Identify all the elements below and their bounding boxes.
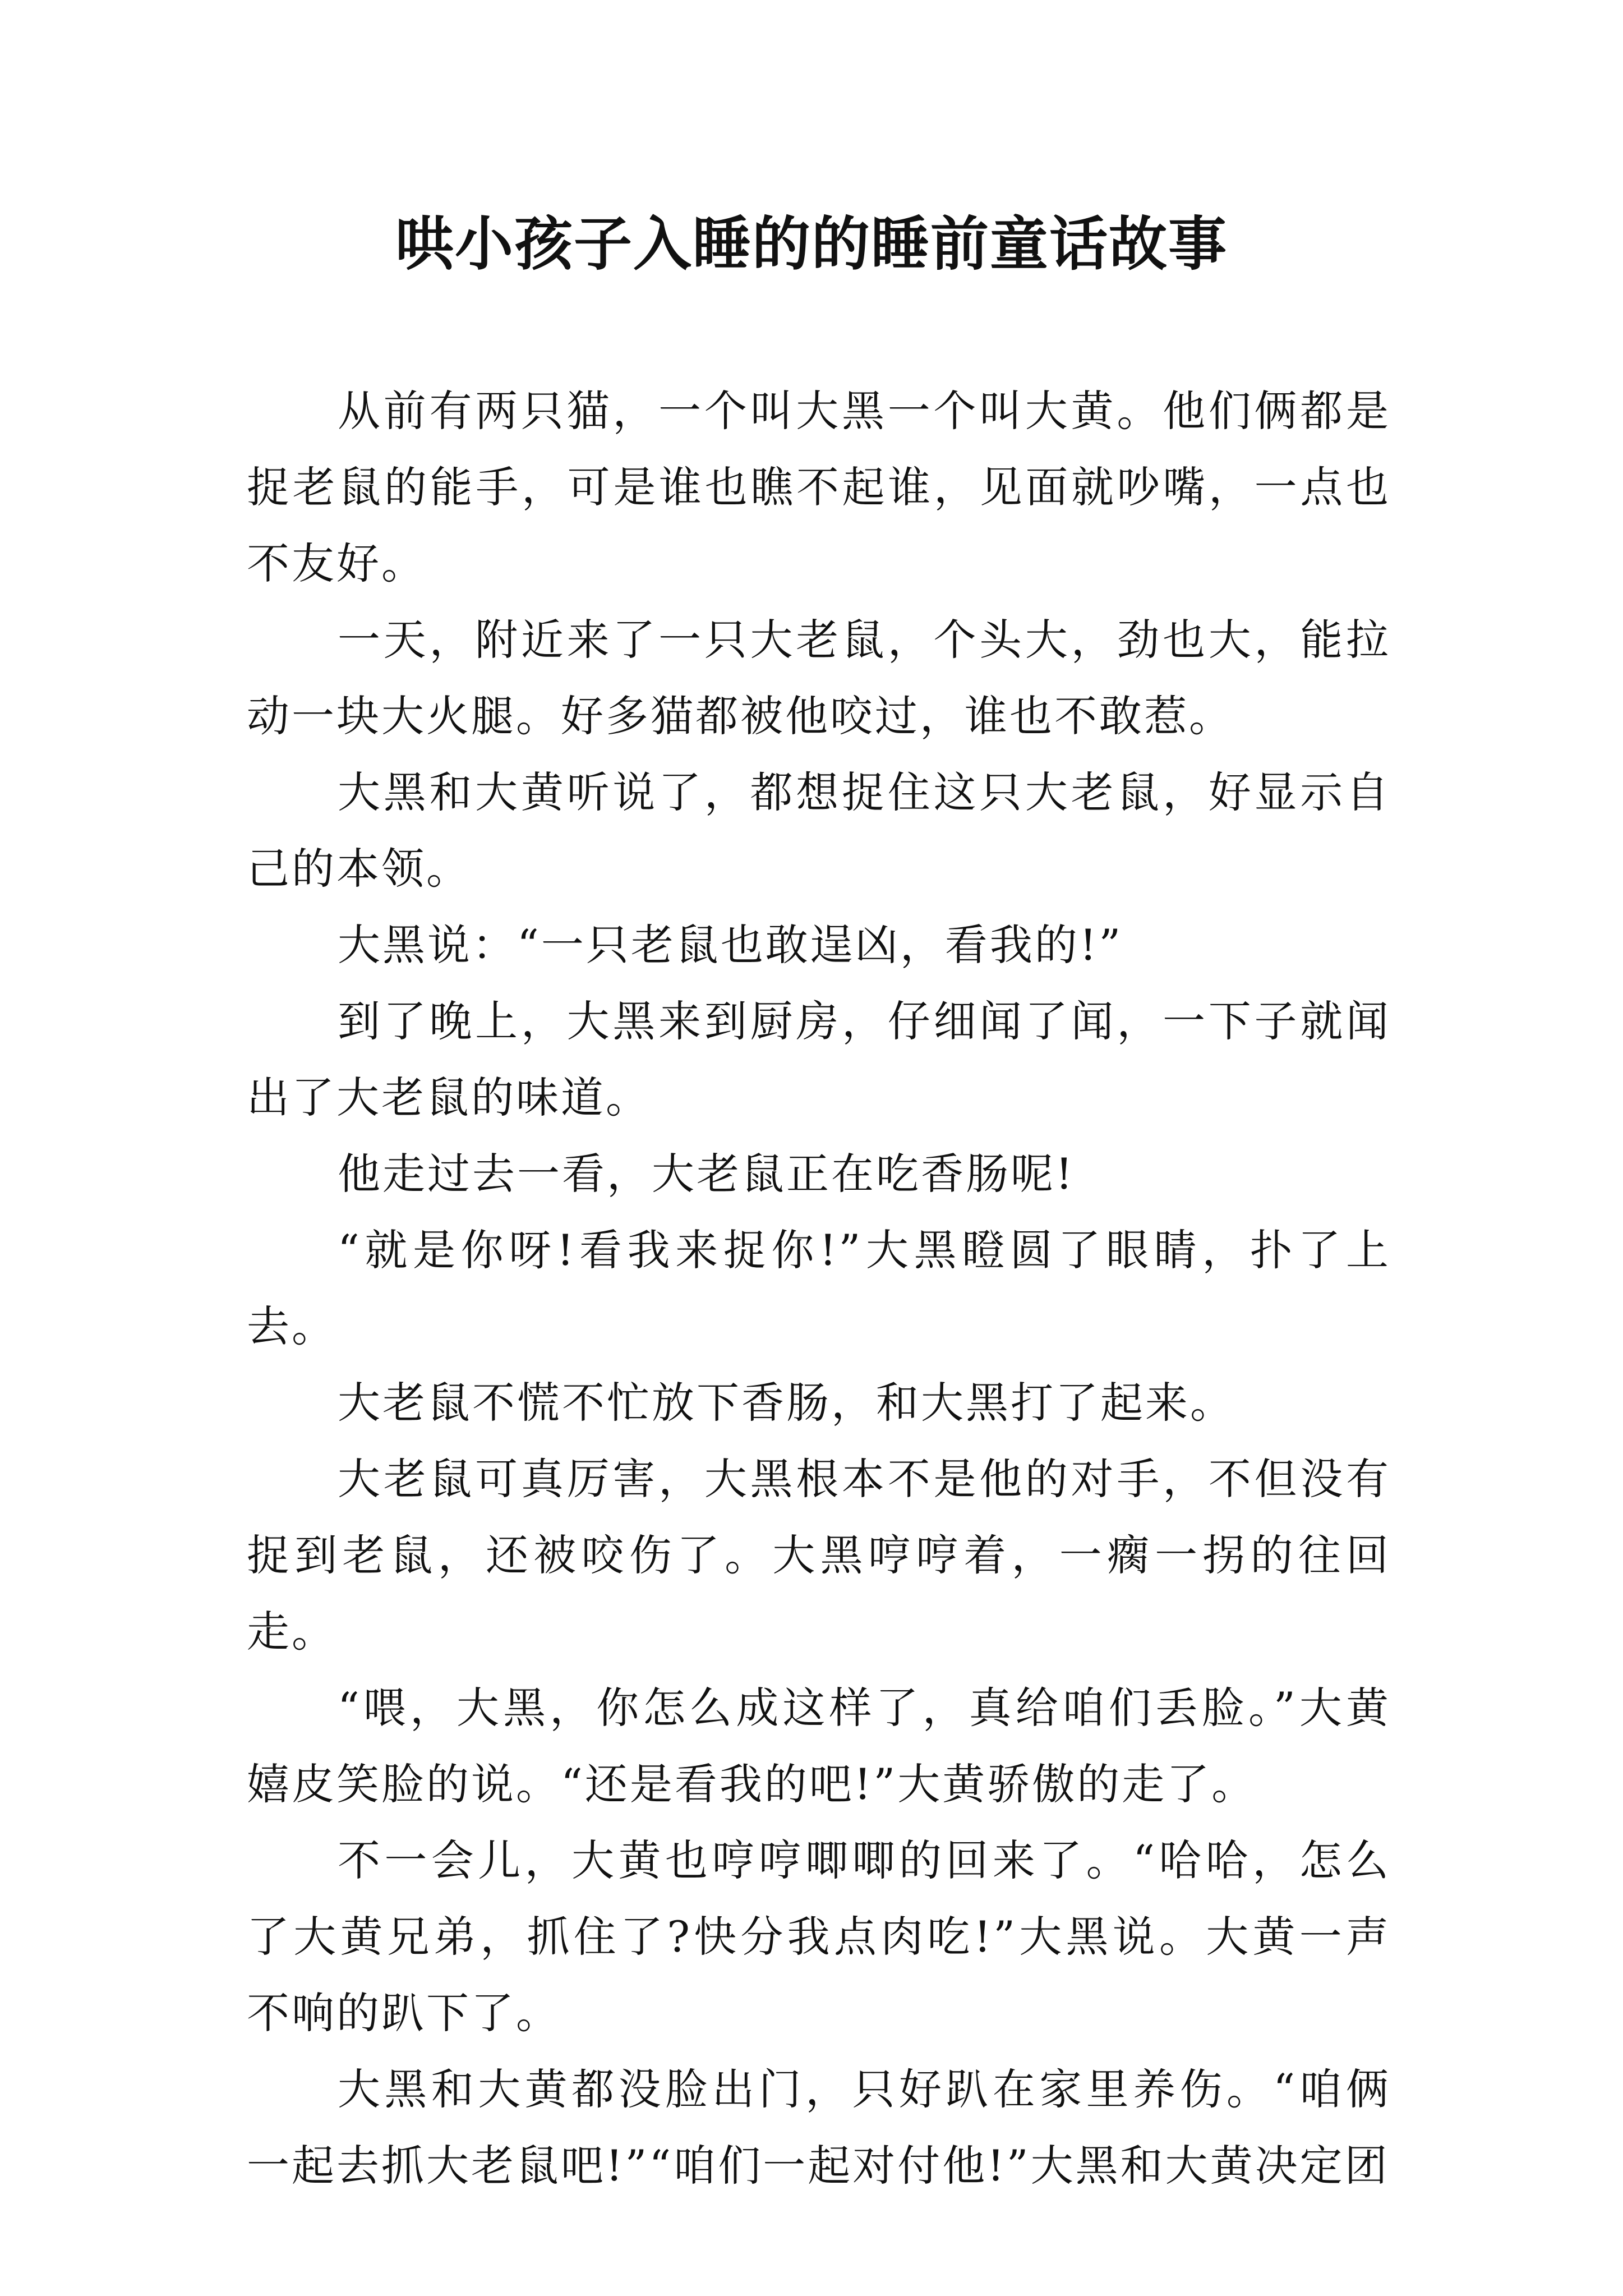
document-title: 哄小孩子入睡的的睡前童话故事 [395,209,1228,278]
paragraph-11: 不一会儿，大黄也哼哼唧唧的回来了。“哈哈，怎么了大黄兄弟，抓住了?快分我点肉吃!”大黑说。大黄一声不响的趴下了。 [247,1835,1391,2038]
paragraph-7: “就是你呀!看我来捉你!”大黑瞪圆了眼睛，扑了上去。 [247,1225,1391,1351]
paragraph-6: 他走过去一看，大老鼠正在吃香肠呢! [338,1149,1075,1199]
paragraph-2: 一天，附近来了一只大老鼠，个头大，劲也大，能拉动一块大火腿。好多猫都被他咬过，谁也不敢惹。 [247,615,1391,741]
document-body [247,373,1391,2204]
paragraph-3: 大黑和大黄听说了，都想捉住这只大老鼠，好显示自己的本领。 [247,767,1391,894]
paragraph-9: 大老鼠可真厉害，大黑根本不是他的对手，不但没有捉到老鼠，还被咬伤了。大黑哼哼着，一瘸一拐的往回走。 [247,1454,1391,1657]
paragraph-12: 大黑和大黄都没脸出门，只好趴在家里养伤。“咱俩一起去抓大老鼠吧!”“咱们一起对付他!”大黑和大黄决定团 [247,2064,1391,2191]
paragraph-5: 到了晚上，大黑来到厨房，仔细闻了闻，一下子就闻出了大老鼠的味道。 [247,996,1391,1122]
paragraph-10: “喂，大黑，你怎么成这样了，真给咱们丢脸。”大黄嬉皮笑脸的说。“还是看我的吧!”大黄骄傲的走了。 [247,1683,1391,1809]
paragraph-8: 大老鼠不慌不忙放下香肠，和大黑打了起来。 [338,1378,1235,1428]
paragraph-1: 从前有两只猫，一个叫大黑一个叫大黄。他们俩都是捉老鼠的能手，可是谁也瞧不起谁，见面就吵嘴，一点也不友好。 [247,386,1391,588]
paragraph-4: 大黑说：“一只老鼠也敢逞凶，看我的!” [338,920,1123,970]
